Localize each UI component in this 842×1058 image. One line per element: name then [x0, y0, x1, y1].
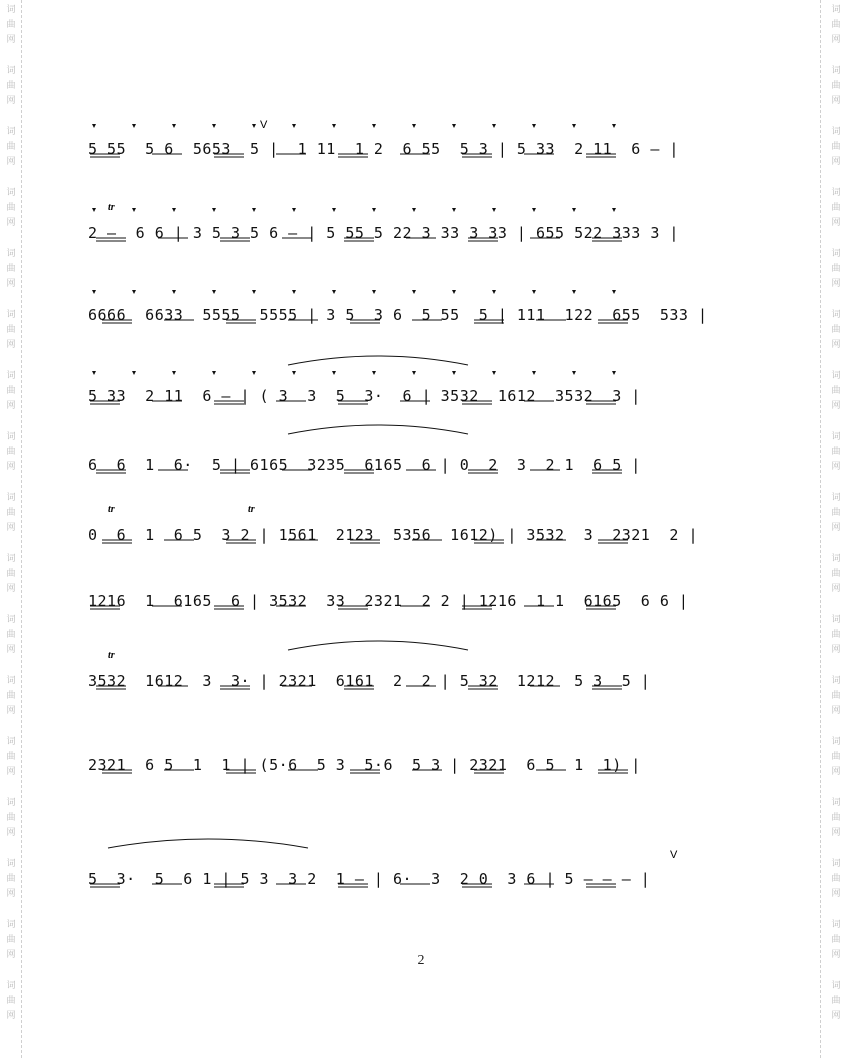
trill-mark: tr [108, 504, 115, 515]
watermark-char: 曲 [6, 263, 16, 273]
watermark-char: 网 [6, 461, 16, 471]
watermark-char: 词 [831, 248, 841, 258]
watermark-char: 词 [831, 614, 841, 624]
watermark-group [2, 185, 20, 230]
watermark-char: 词 [831, 370, 841, 380]
watermark-group [827, 795, 842, 840]
watermark-group [827, 2, 842, 47]
watermark-group [2, 551, 20, 596]
staccato-mark [212, 208, 216, 212]
watermark-char: 曲 [6, 568, 16, 578]
staccato-mark [532, 124, 536, 128]
watermark-char: 曲 [6, 19, 16, 29]
watermark-char: 词 [831, 919, 841, 929]
watermark-char: 曲 [831, 690, 841, 700]
staccato-mark [572, 208, 576, 212]
watermark-group [2, 673, 20, 718]
watermark-group [827, 734, 842, 779]
staccato-mark [412, 371, 416, 375]
slur-arc [288, 425, 468, 434]
score-line [88, 712, 692, 782]
watermark-char: 词 [831, 858, 841, 868]
watermark-char: 曲 [831, 568, 841, 578]
watermark-char: 词 [6, 675, 16, 685]
watermark-group [2, 124, 20, 169]
staccato-mark [132, 208, 136, 212]
watermark-char: 网 [831, 34, 841, 44]
watermark-char: 曲 [6, 507, 16, 517]
staccato-mark [532, 208, 536, 212]
watermark-char: 曲 [6, 202, 16, 212]
staccato-mark [132, 371, 136, 375]
staccato-mark [252, 290, 256, 294]
staccato-mark [132, 290, 136, 294]
watermark-group [2, 368, 20, 413]
watermark-char: 词 [831, 980, 841, 990]
watermark-char: 网 [6, 766, 16, 776]
watermark-char: 词 [831, 309, 841, 319]
watermark-char: 曲 [6, 324, 16, 334]
watermark-char: 网 [831, 1010, 841, 1020]
breath-mark: V [260, 119, 268, 131]
watermark-char: 词 [6, 309, 16, 319]
watermark-char: 曲 [6, 141, 16, 151]
staccato-mark [172, 124, 176, 128]
jianpu-notes: 2321 6 5 1 1 | (5·6 5 3 5·6 5 3 | 2321 6 5 1 1) | [88, 756, 641, 774]
jianpu-notes: 6 6 1 6· 5 | 6165 3235 6165 6 | 0 2 3 2 1 6 5 | [88, 456, 641, 474]
staccato-mark [292, 371, 296, 375]
left-margin-line [21, 0, 22, 1058]
page-number: 2 [417, 953, 425, 968]
watermark-char: 词 [831, 4, 841, 14]
score-line [88, 343, 692, 413]
staccato-mark [212, 290, 216, 294]
score-line [88, 482, 698, 552]
watermark-char: 词 [6, 553, 16, 563]
watermark-char: 曲 [831, 812, 841, 822]
jianpu-notes: 0 6 1 6 5 3 2 | 1561 2123 5356 1612) | 3532 3 2321 2 | [88, 526, 698, 544]
watermark-char: 曲 [831, 751, 841, 761]
watermark-char: 曲 [6, 690, 16, 700]
watermark-char: 词 [831, 736, 841, 746]
staccato-mark [612, 208, 616, 212]
watermark-char: 曲 [831, 324, 841, 334]
watermark-char: 网 [831, 95, 841, 105]
watermark-char: 曲 [6, 629, 16, 639]
watermark-char: 曲 [831, 263, 841, 273]
watermark-char: 网 [831, 949, 841, 959]
watermark-group [827, 307, 842, 352]
watermark-char: 网 [6, 339, 16, 349]
watermark-char: 曲 [6, 873, 16, 883]
staccato-mark [372, 124, 376, 128]
staccato-mark [572, 124, 576, 128]
watermark-char: 曲 [6, 446, 16, 456]
trill-mark: tr [108, 202, 115, 213]
slur-arc [288, 356, 468, 365]
watermark-char: 词 [6, 370, 16, 380]
watermark-char: 词 [6, 431, 16, 441]
watermark-group [2, 795, 20, 840]
staccato-mark [412, 208, 416, 212]
watermark-char: 网 [6, 827, 16, 837]
watermark-group [2, 429, 20, 474]
jianpu-notes: 6666 6633 5555 5555 | 3 5 3 6 5 55 5 | 111 122 655 533 | [88, 306, 708, 324]
watermark-char: 网 [6, 644, 16, 654]
score-line [88, 180, 692, 250]
watermark-char: 网 [831, 461, 841, 471]
watermark-char: 词 [6, 4, 16, 14]
jianpu-notes: 2 – 6 6 | 3 5 3 5 6 – | 5 55 5 22 3 33 3 33 | 655 522 333 3 | [88, 224, 679, 242]
watermark-char: 曲 [831, 80, 841, 90]
watermark-char: 网 [6, 217, 16, 227]
watermark-group [2, 734, 20, 779]
score-line [88, 628, 692, 698]
watermark-char: 曲 [831, 873, 841, 883]
watermark-char: 网 [831, 339, 841, 349]
staccato-mark [372, 371, 376, 375]
watermark-char: 词 [831, 553, 841, 563]
staccato-mark [212, 124, 216, 128]
watermark-char: 网 [831, 583, 841, 593]
watermark-char: 词 [6, 614, 16, 624]
staccato-mark [292, 290, 296, 294]
right-margin-line [820, 0, 821, 1058]
watermark-char: 网 [6, 583, 16, 593]
staccato-mark [92, 208, 96, 212]
watermark-char: 词 [6, 248, 16, 258]
watermark-char: 词 [6, 797, 16, 807]
staccato-mark [332, 371, 336, 375]
staccato-mark [612, 371, 616, 375]
watermark-group [827, 673, 842, 718]
staccato-mark [252, 371, 256, 375]
watermark-char: 词 [831, 187, 841, 197]
staccato-mark [292, 124, 296, 128]
staccato-mark [532, 371, 536, 375]
watermark-char: 网 [831, 827, 841, 837]
watermark-char: 网 [831, 522, 841, 532]
staccato-mark [92, 124, 96, 128]
watermark-char: 词 [6, 65, 16, 75]
watermark-char: 网 [6, 156, 16, 166]
watermark-char: 网 [6, 522, 16, 532]
watermark-char: 词 [831, 675, 841, 685]
score-line [88, 548, 692, 618]
watermark-char: 网 [831, 217, 841, 227]
staccato-mark [332, 124, 336, 128]
watermark-char: 网 [6, 949, 16, 959]
watermark-group [2, 612, 20, 657]
staccato-mark [92, 371, 96, 375]
watermark-char: 曲 [831, 507, 841, 517]
watermark-group [2, 63, 20, 108]
watermark-char: 网 [6, 278, 16, 288]
staccato-mark [612, 290, 616, 294]
staccato-mark [372, 208, 376, 212]
watermark-char: 曲 [831, 629, 841, 639]
watermark-group [827, 185, 842, 230]
watermark-char: 词 [6, 858, 16, 868]
staccato-mark [412, 290, 416, 294]
watermark-char: 曲 [6, 751, 16, 761]
watermark-char: 曲 [831, 446, 841, 456]
watermark-char: 网 [831, 278, 841, 288]
score-line [88, 96, 692, 166]
staccato-mark [452, 208, 456, 212]
watermark-char: 网 [6, 95, 16, 105]
watermark-char: 曲 [6, 995, 16, 1005]
watermark-group [827, 246, 842, 291]
staccato-mark [172, 371, 176, 375]
staccato-mark [492, 371, 496, 375]
watermark-char: 曲 [831, 202, 841, 212]
staccato-mark [252, 208, 256, 212]
staccato-mark [412, 124, 416, 128]
watermark-char: 词 [6, 492, 16, 502]
staccato-mark [252, 124, 256, 128]
watermark-char: 网 [6, 705, 16, 715]
watermark-group [827, 856, 842, 901]
watermark-char: 词 [6, 187, 16, 197]
staccato-mark [172, 208, 176, 212]
jianpu-notes: 5 55 5 6 5653 5 | 1 11 1 2 6 55 5 3 | 5 33 2 11 6 – | [88, 140, 679, 158]
staccato-mark [612, 124, 616, 128]
jianpu-notes: 5 33 2 11 6 – | ( 3 3 5 3· 6 | 3532 1612 3532 3 | [88, 387, 641, 405]
watermark-char: 网 [831, 888, 841, 898]
watermark-group [827, 368, 842, 413]
watermark-group [2, 856, 20, 901]
watermark-char: 词 [831, 65, 841, 75]
staccato-mark [132, 124, 136, 128]
staccato-mark [212, 371, 216, 375]
watermark-group [827, 490, 842, 535]
trill-mark: tr [248, 504, 255, 515]
watermark-group [827, 63, 842, 108]
watermark-char: 曲 [6, 80, 16, 90]
watermark-char: 词 [6, 919, 16, 929]
staccato-mark [292, 208, 296, 212]
watermark-char: 网 [831, 766, 841, 776]
watermark-char: 曲 [6, 934, 16, 944]
staccato-mark [332, 290, 336, 294]
score-line [88, 826, 692, 896]
watermark-char: 词 [831, 492, 841, 502]
watermark-char: 曲 [831, 141, 841, 151]
watermark-char: 词 [831, 126, 841, 136]
watermark-char: 曲 [831, 385, 841, 395]
staccato-mark [452, 290, 456, 294]
watermark-char: 网 [6, 34, 16, 44]
score-line [88, 262, 708, 332]
watermark-char: 词 [6, 126, 16, 136]
jianpu-notes: 5 3· 5 6 1 | 5 3 3 2 1 – | 6· 3 2 0 3 6 | 5 – – – | [88, 870, 651, 888]
watermark-char: 网 [6, 400, 16, 410]
watermark-group [827, 978, 842, 1023]
watermark-char: 网 [831, 644, 841, 654]
staccato-mark [452, 371, 456, 375]
staccato-mark [452, 124, 456, 128]
staccato-mark [572, 290, 576, 294]
watermark-group [2, 2, 20, 47]
staccato-mark [492, 208, 496, 212]
slur-arc [288, 641, 468, 650]
watermark-char: 词 [831, 431, 841, 441]
jianpu-notes: 3532 1612 3 3· | 2321 6161 2 2 | 5 32 1212 5 3 5 | [88, 672, 651, 690]
watermark-char: 网 [831, 400, 841, 410]
slur-arc [108, 839, 308, 848]
watermark-char: 曲 [6, 812, 16, 822]
staccato-mark [492, 290, 496, 294]
watermark-group [827, 612, 842, 657]
staccato-mark [332, 208, 336, 212]
watermark-group [2, 307, 20, 352]
watermark-group [2, 978, 20, 1023]
staccato-mark [172, 290, 176, 294]
staccato-mark [572, 371, 576, 375]
watermark-char: 网 [831, 156, 841, 166]
watermark-char: 曲 [831, 19, 841, 29]
watermark-group [827, 124, 842, 169]
watermark-char: 网 [6, 1010, 16, 1020]
staccato-mark [492, 124, 496, 128]
watermark-group [827, 551, 842, 596]
watermark-group [827, 429, 842, 474]
watermark-char: 词 [831, 797, 841, 807]
staccato-mark [372, 290, 376, 294]
trill-mark: tr [108, 650, 115, 661]
staccato-mark [92, 290, 96, 294]
breath-mark: V [670, 849, 678, 861]
staccato-mark [532, 290, 536, 294]
watermark-char: 词 [6, 980, 16, 990]
watermark-char: 网 [831, 705, 841, 715]
watermark-char: 曲 [831, 934, 841, 944]
jianpu-notes: 1216 1 6165 6 | 3532 33 2321 2 2 | 1216 1 1 6165 6 6 | [88, 592, 689, 610]
watermark-group [2, 490, 20, 535]
watermark-char: 曲 [6, 385, 16, 395]
watermark-group [2, 246, 20, 291]
watermark-char: 网 [6, 888, 16, 898]
watermark-char: 曲 [831, 995, 841, 1005]
score-line [88, 412, 692, 482]
watermark-char: 词 [6, 736, 16, 746]
